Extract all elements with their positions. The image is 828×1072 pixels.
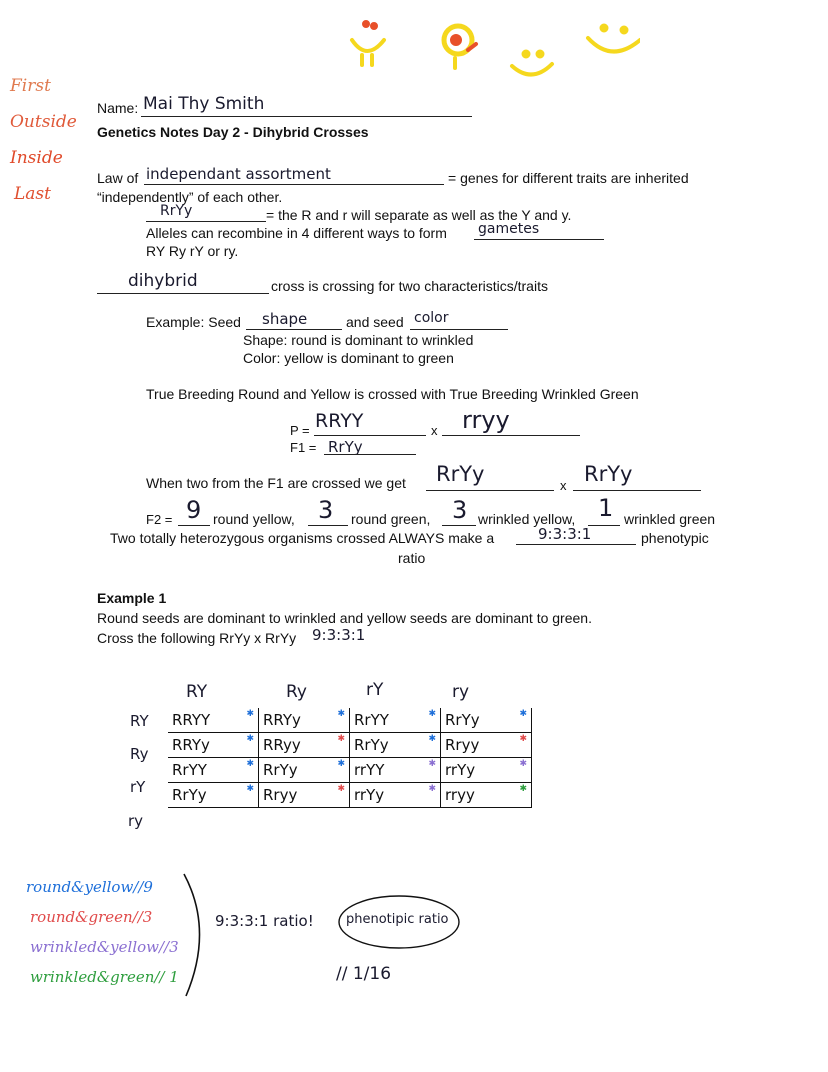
dihybrid-text: cross is crossing for two characteristics/traits: [271, 278, 548, 294]
hetero-suffix: phenotypic: [641, 530, 709, 546]
punnett-genotype: RRYy: [172, 736, 210, 754]
star-mark: ✱: [428, 759, 436, 769]
dihybrid-underline: [97, 293, 269, 294]
punnett-row-header: RY: [130, 712, 149, 730]
star-mark: ✱: [337, 784, 345, 794]
punnett-cell: [259, 758, 350, 783]
star-mark: ✱: [246, 734, 254, 744]
margin-note-first: First: [10, 76, 51, 96]
punnett-cell: [441, 758, 532, 783]
punnett-cell: [168, 708, 259, 733]
key-round-green: round&green//3: [30, 908, 153, 926]
punnett-row: [168, 708, 532, 733]
law-underline: [144, 184, 444, 185]
punnett-genotype: RrYY: [354, 711, 389, 729]
punnett-genotype: RrYy: [263, 761, 298, 779]
f2-t1: round yellow,: [213, 511, 295, 527]
alleles-text: Alleles can recombine in 4 different ways to form: [146, 225, 447, 241]
f1-cross-text: When two from the F1 are crossed we get: [146, 475, 406, 491]
law-line2: “independently” of each other.: [97, 189, 283, 205]
f1-cross-x: x: [560, 478, 567, 493]
star-mark: ✱: [337, 734, 345, 744]
seed-underline-1: [246, 329, 342, 330]
f2-label: F2 =: [146, 512, 173, 527]
punnett-cell: [441, 733, 532, 758]
f1-cross-b: RrYy: [584, 462, 633, 486]
margin-note-inside: Inside: [10, 148, 63, 168]
punnett-genotype: Rryy: [263, 786, 298, 804]
f1-cross-a: RrYy: [436, 462, 485, 486]
f1-value: RrYy: [328, 438, 363, 456]
margin-note-outside: Outside: [10, 112, 77, 132]
punnett-genotype: RRyy: [263, 736, 301, 754]
punnett-cell: [350, 758, 441, 783]
punnett-cell: [168, 783, 259, 808]
f2-t4: wrinkled green: [624, 511, 716, 527]
punnett-genotype: Rryy: [445, 736, 480, 754]
star-mark: ✱: [246, 709, 254, 719]
f2-n3: 3: [452, 496, 468, 524]
star-mark: ✱: [428, 784, 436, 794]
star-mark: ✱: [519, 709, 527, 719]
example1-title: Example 1: [97, 590, 167, 606]
p1-value: RRYY: [315, 410, 364, 432]
punnett-genotype: RRYY: [172, 711, 211, 729]
f1-cross-underline-a: [426, 490, 554, 491]
fraction-note: // 1/16: [336, 964, 392, 984]
punnett-cell: [441, 783, 532, 808]
punnett-row-header: rY: [130, 778, 146, 796]
genotype-text: = the R and r will separate as well as the Y and y.: [266, 207, 572, 223]
key-wrinkled-green: wrinkled&green// 1: [30, 968, 179, 986]
smiley-face-2: [444, 26, 476, 68]
p2-underline: [442, 435, 580, 436]
p2-value: rryy: [462, 406, 510, 434]
hetero-blank: 9:3:3:1: [538, 525, 592, 543]
punnett-cell: [259, 733, 350, 758]
punnett-cell: [168, 758, 259, 783]
star-mark: ✱: [246, 759, 254, 769]
punnett-cell: [441, 708, 532, 733]
punnett-genotype: rryy: [445, 786, 475, 804]
punnett-row: [168, 758, 532, 783]
punnett-genotype: RrYY: [172, 761, 207, 779]
punnett-genotype: RRYy: [263, 711, 301, 729]
f2-t2: round green,: [351, 511, 431, 527]
punnett-genotype: RrYy: [445, 711, 480, 729]
punnett-cell: [168, 733, 259, 758]
star-mark: ✱: [428, 709, 436, 719]
p-cross-x: x: [431, 423, 438, 438]
punnett-col-header: RY: [186, 682, 208, 702]
alleles-underline: [474, 239, 604, 240]
f2-underline-4: [588, 525, 620, 526]
genotype-underline: [146, 221, 266, 222]
punnett-row: [168, 783, 532, 808]
star-mark: ✱: [337, 759, 345, 769]
margin-note-last: Last: [14, 184, 51, 204]
smiley-face-3: [512, 52, 552, 75]
key-wrinkled-yellow: wrinkled&yellow//3: [30, 938, 179, 956]
star-mark: ✱: [337, 709, 345, 719]
f2-underline-3: [442, 525, 476, 526]
hetero-ratio: ratio: [398, 550, 426, 566]
f2-n4: 1: [598, 494, 614, 522]
p1-underline: [314, 435, 426, 436]
punnett-genotype: RrYy: [172, 786, 207, 804]
seed-prefix: Example: Seed: [146, 314, 241, 330]
example1-line1: Round seeds are dominant to wrinkled and yellow seeds are dominant to green.: [97, 610, 592, 626]
seed-underline-2: [410, 329, 508, 330]
punnett-col-header: Ry: [286, 682, 307, 702]
p-label: P =: [290, 423, 310, 438]
punnett-row-header: Ry: [130, 745, 149, 763]
punnett-cell: [350, 733, 441, 758]
hetero-underline: [516, 544, 636, 545]
star-mark: ✱: [519, 784, 527, 794]
f2-underline-1: [178, 525, 210, 526]
ratio-text: 9:3:3:1 ratio!: [215, 912, 314, 930]
dihybrid-blank: dihybrid: [128, 271, 198, 291]
name-underline: [141, 116, 472, 117]
punnett-genotype: rrYy: [354, 786, 385, 804]
seed-color: Color: yellow is dominant to green: [243, 350, 454, 366]
smiley-face-1: [352, 22, 384, 65]
star-mark: ✱: [246, 784, 254, 794]
genotype-blank: RrYy: [160, 203, 193, 219]
punnett-cell: [350, 783, 441, 808]
punnett-col-header: rY: [366, 680, 384, 700]
smiley-doodles: [340, 10, 640, 90]
f2-underline-2: [308, 525, 348, 526]
punnett-col-header: ry: [452, 682, 470, 702]
gamete-combos: RY Ry rY or ry.: [146, 243, 239, 259]
punnett-cell: [350, 708, 441, 733]
punnett-cell: [259, 708, 350, 733]
f2-n1: 9: [186, 496, 202, 524]
law-suffix: = genes for different traits are inherited: [448, 170, 689, 186]
f2-t3: wrinkled yellow,: [478, 511, 576, 527]
example1-line2: Cross the following RrYy x RrYy: [97, 630, 297, 646]
key-round-yellow: round&yellow//9: [26, 878, 153, 896]
punnett-row-header: ry: [128, 812, 144, 830]
punnett-cell: [259, 783, 350, 808]
punnett-square: [168, 708, 532, 808]
star-mark: ✱: [519, 759, 527, 769]
punnett-genotype: rrYy: [445, 761, 476, 779]
star-mark: ✱: [519, 734, 527, 744]
seed-blank-shape: shape: [262, 310, 308, 328]
example1-answer: 9:3:3:1: [312, 626, 366, 644]
f1-underline: [324, 454, 416, 455]
f2-n2: 3: [318, 496, 334, 524]
alleles-blank: gametes: [478, 221, 540, 237]
f1-cross-underline-b: [573, 490, 701, 491]
page-title: Genetics Notes Day 2 - Dihybrid Crosses: [97, 124, 369, 140]
punnett-row: [168, 733, 532, 758]
star-mark: ✱: [428, 734, 436, 744]
smiley-face-4: [588, 26, 640, 52]
true-breeding-text: True Breeding Round and Yellow is crossed with True Breeding Wrinkled Green: [146, 386, 639, 402]
hetero-text: Two totally heterozygous organisms crossed ALWAYS make a: [110, 530, 495, 546]
law-blank: independant assortment: [146, 165, 331, 183]
bracket-curve: [180, 870, 220, 1000]
name-label: Name:: [97, 100, 139, 116]
law-prefix: Law of: [97, 170, 139, 186]
f1-label: F1 =: [290, 440, 317, 455]
seed-shape: Shape: round is dominant to wrinkled: [243, 332, 474, 348]
name-value: Mai Thy Smith: [143, 94, 265, 114]
seed-mid: and seed: [346, 314, 404, 330]
ratio-note: phenotipic ratio: [346, 912, 449, 927]
seed-blank-color: color: [414, 310, 449, 326]
punnett-genotype: rrYY: [354, 761, 385, 779]
punnett-genotype: RrYy: [354, 736, 389, 754]
